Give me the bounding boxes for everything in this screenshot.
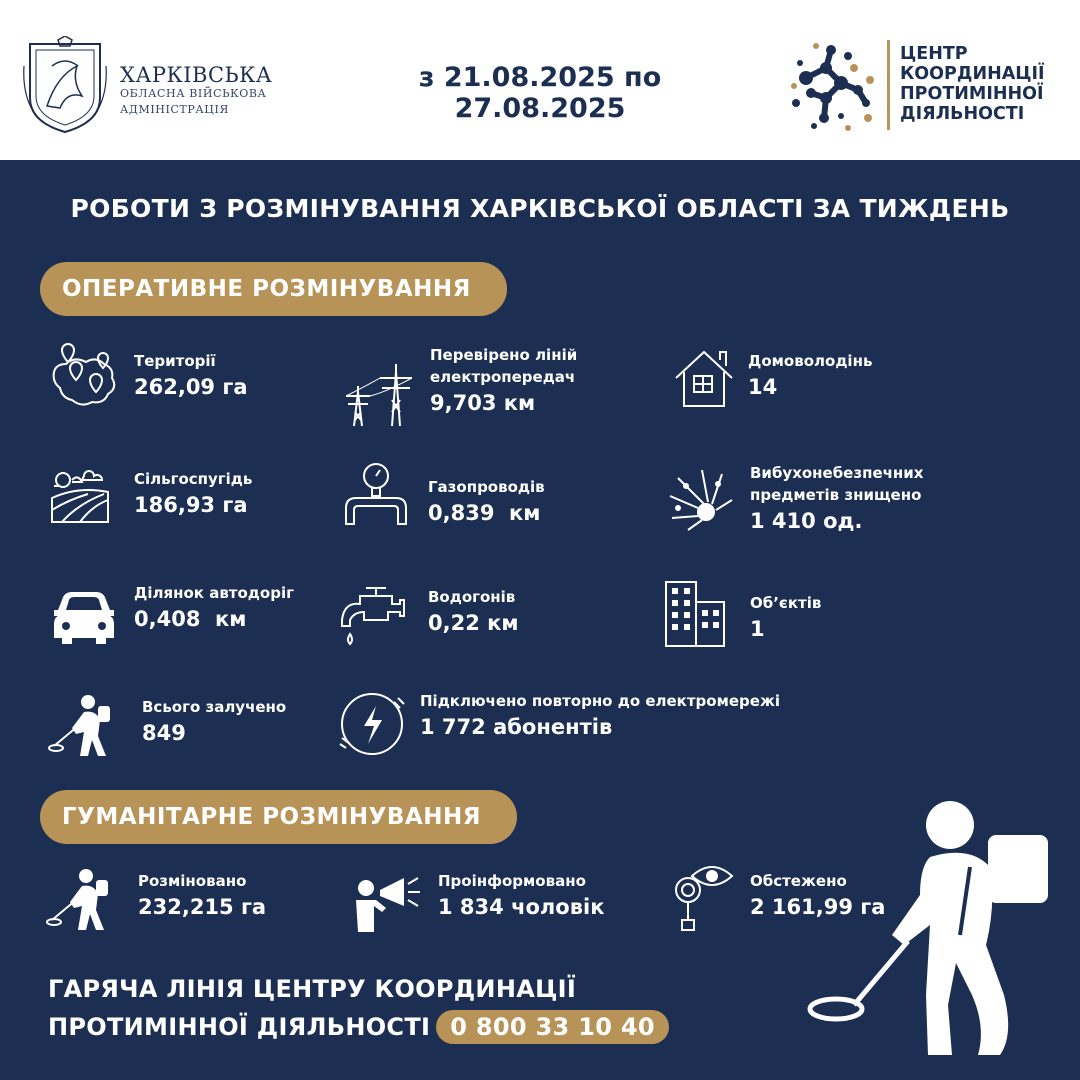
stat-territories <box>48 342 308 422</box>
stat-value: 1 <box>750 617 765 641</box>
humanitarian-heading: ГУМАНІТАРНЕ РОЗМІНУВАННЯ <box>40 790 517 844</box>
stat-label: Домоволодінь <box>748 352 873 370</box>
water-tap-icon <box>340 580 412 652</box>
operative-heading: ОПЕРАТИВНЕ РОЗМІНУВАННЯ <box>40 262 507 316</box>
stat-informed <box>352 866 652 946</box>
stat-value: 186,93 га <box>134 493 248 517</box>
center-name <box>900 44 1045 124</box>
date-range: з 21.08.2025 по 27.08.2025 <box>418 62 662 124</box>
power-lines-icon <box>336 356 416 428</box>
explosion-icon <box>664 460 736 532</box>
stat-roads <box>48 580 328 660</box>
center-logo-icon <box>786 38 876 133</box>
gas-pipe-icon <box>340 460 412 532</box>
stat-label: Обстежено <box>750 872 847 890</box>
admin-line2: ОБЛАСНА ВІЙСЬКОВА <box>120 87 267 100</box>
stat-label: Проінформовано <box>438 872 586 890</box>
stat-houses <box>672 342 972 422</box>
stat-value: 1 410 од. <box>750 509 863 533</box>
kharkiv-emblem-icon <box>22 36 108 136</box>
stat-label: Об’єктів <box>750 594 822 612</box>
stat-power-lines <box>336 344 636 434</box>
admin-line1: ХАРКІВСЬКА <box>120 63 273 87</box>
admin-name <box>120 64 272 118</box>
center-line4: ДІЯЛЬНОСТІ <box>900 104 1025 124</box>
center-line2: КООРДИНАЦІЇ <box>900 64 1045 84</box>
stat-farmland <box>48 460 308 540</box>
page-title: РОБОТИ З РОЗМІНУВАННЯ ХАРКІВСЬКОЇ ОБЛАСТІ ЗА ТИЖДЕНЬ <box>70 194 1010 223</box>
hotline-phone[interactable]: 0 800 33 10 40 <box>436 1010 669 1044</box>
stat-value: 1 834 чоловік <box>438 895 605 919</box>
stat-value: 9,703 км <box>430 391 536 415</box>
stat-gas-pipes <box>340 460 640 540</box>
stat-value: 2 161,99 га <box>750 895 886 919</box>
stat-label: Розміновано <box>138 872 247 890</box>
electricity-icon <box>336 688 408 760</box>
stat-explosives <box>664 460 964 550</box>
hotline-block <box>48 970 669 1046</box>
stat-label-line2: предметів знищено <box>750 486 922 504</box>
megaphone-person-icon <box>352 866 424 938</box>
stat-objects <box>662 578 962 658</box>
stat-value: 0,408 км <box>134 607 247 631</box>
stat-value: 232,215 га <box>138 895 267 919</box>
stat-personnel <box>48 690 308 770</box>
center-line1: ЦЕНТР <box>900 44 968 64</box>
header-bar <box>0 0 1080 160</box>
deminer-icon <box>46 866 118 938</box>
logo-divider <box>887 40 890 130</box>
center-line3: ПРОТИМІННОЇ <box>900 84 1044 104</box>
stat-electricity <box>336 688 816 768</box>
stat-label-line1: Перевірено ліній <box>430 346 578 364</box>
hotline-line1: ГАРЯЧА ЛІНІЯ ЦЕНТРУ КООРДИНАЦІЇ <box>48 975 577 1003</box>
house-icon <box>672 342 744 414</box>
stat-value: 0,839 км <box>428 501 541 525</box>
stat-value: 849 <box>142 721 186 745</box>
stat-value: 14 <box>748 375 778 399</box>
farmland-icon <box>48 460 120 532</box>
hotline-line2: ПРОТИМІННОЇ ДІЯЛЬНОСТІ <box>48 1013 431 1041</box>
stat-value: 0,22 км <box>428 611 519 635</box>
map-pins-icon <box>48 342 120 414</box>
stat-label: Ділянок автодоріг <box>134 584 294 602</box>
stat-label: Всього залучено <box>142 698 287 716</box>
admin-line3: АДМІНІСТРАЦІЯ <box>120 103 229 116</box>
deminer-illustration-icon <box>800 795 1060 1060</box>
stat-value: 1 772 абонентів <box>420 715 613 739</box>
deminer-icon <box>48 690 120 762</box>
stat-label-line2: електропередач <box>430 368 576 386</box>
stat-label: Території <box>134 352 216 370</box>
car-icon <box>48 580 120 652</box>
stat-label-line1: Вибухонебезпечних <box>750 464 924 482</box>
stat-value: 262,09 га <box>134 375 248 399</box>
buildings-icon <box>662 578 734 650</box>
stat-demined <box>46 866 326 946</box>
stat-label: Водогонів <box>428 588 516 606</box>
survey-eye-icon <box>668 860 740 932</box>
stat-label: Сільгоспугідь <box>134 470 253 488</box>
stat-label: Підключено повторно до електромережі <box>420 692 781 710</box>
stat-water <box>340 580 640 660</box>
stat-label: Газопроводів <box>428 478 545 496</box>
